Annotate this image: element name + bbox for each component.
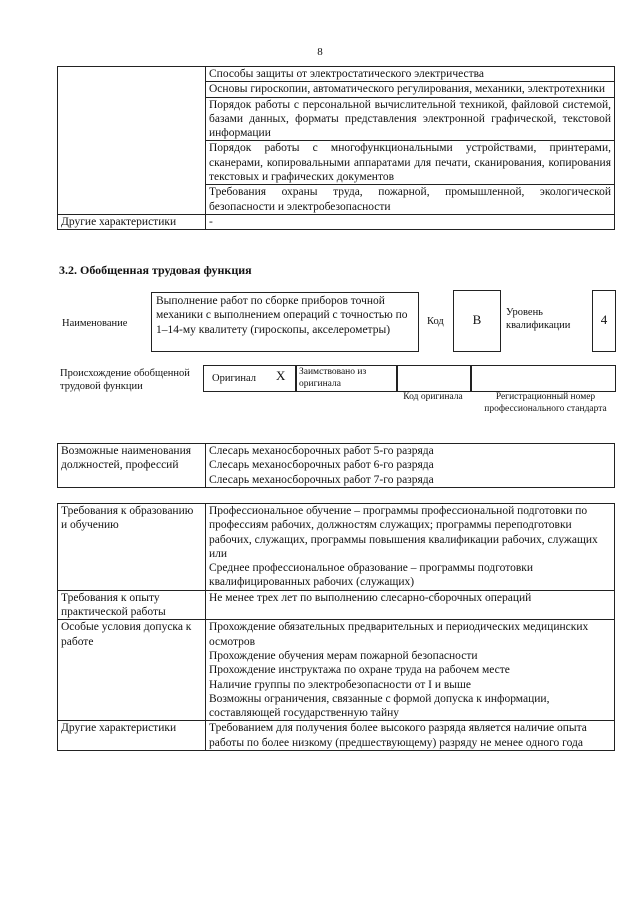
profession-item: Слесарь механосборочных работ 6-го разряда	[209, 459, 434, 472]
knowledge-row: Требования охраны труда, пожарной, промышленной, экологической безопасности и электробезопасности	[206, 185, 615, 215]
origin-label: Происхождение обобщенной трудовой функции	[60, 368, 190, 392]
origin-divider-1	[295, 365, 297, 392]
conditions-label: Особые условия допуска к работе	[58, 620, 206, 721]
profession-item: Слесарь механосборочных работ 5-го разряда	[209, 445, 434, 457]
condition-line: Прохождение обучения мерам пожарной безопасности	[209, 649, 478, 662]
section-title: 3.2. Обобщенная трудовая функция	[59, 263, 252, 277]
education-values	[206, 504, 615, 591]
registration-caption: Регистрационный номер профессионального стандарта	[484, 392, 607, 414]
function-name-box	[151, 292, 419, 352]
conditions-values	[206, 620, 615, 721]
level-box	[592, 290, 616, 352]
education-label: Требования к образованию и обучению	[58, 504, 206, 591]
knowledge-row: Основы гироскопии, автоматического регулирования, механики, электротехники	[206, 82, 615, 97]
origin-row	[203, 365, 616, 392]
professions-label: Возможные наименования должностей, профессий	[58, 444, 206, 488]
knowledge-row: Порядок работы с персональной вычислительной техникой, файловой системой, базами данных, форматы представления электронной графической, текстовой информации	[206, 97, 615, 141]
experience-label: Требования к опыту практической работы	[58, 590, 206, 620]
code-box	[453, 290, 501, 352]
origin-divider-3	[470, 365, 472, 392]
education-line: Профессиональное обучение – программы профессиональной подготовки по профессиям рабочих, должностям служащих; программы переподготовки рабочих, служащих, программы повышения квалификации рабочих, служащих	[209, 505, 598, 546]
page-number: 8	[317, 46, 323, 58]
professions-table	[57, 443, 615, 488]
other-characteristics-value-2: Требованием для получения более высокого разряда является наличие опыта работы по более низкому (предшествующему) разряду не менее одного года	[206, 721, 615, 751]
experience-value: Не менее трех лет по выполнению слесарно-сборочных операций	[206, 590, 615, 620]
knowledge-row: Способы защиты от электростатического электричества	[206, 67, 615, 82]
knowledge-table	[57, 66, 615, 230]
borrowed-label: Заимствовано из оригинала	[299, 367, 367, 389]
original-mark: X	[276, 368, 286, 383]
code-label: Код	[427, 316, 444, 327]
condition-line: Прохождение обязательных предварительных и периодических медицинских осмотров	[209, 621, 589, 648]
education-line: или	[209, 547, 228, 560]
code-value: В	[472, 312, 482, 327]
other-characteristics-label-2: Другие характеристики	[58, 721, 206, 751]
original-label: Оригинал	[212, 373, 256, 384]
origin-divider-2	[396, 365, 398, 392]
knowledge-row: Порядок работы с многофункциональными устройствами, принтерами, сканерами, копировальными аппаратами для печати, сканирования, копирования текстовых и графических документов	[206, 141, 615, 185]
requirements-table	[57, 503, 615, 751]
knowledge-label-cell	[58, 67, 206, 215]
name-label: Наименование	[62, 318, 128, 329]
function-name-text: Выполнение работ по сборке приборов точной механики с выполнением операций с точностью по 1–14-му квалитету (гироскопы, акселерометры)	[156, 295, 408, 336]
profession-item: Слесарь механосборочных работ 7-го разряда	[209, 473, 434, 486]
condition-line: Наличие группы по электробезопасности от I и выше	[209, 678, 471, 691]
level-label: Уровень квалификации	[506, 307, 571, 331]
education-line: Среднее профессиональное образование – программы подготовки квалифицированных рабочих (служащих)	[209, 562, 534, 589]
condition-line: Возможны ограничения, связанные с формой допуска к информации, составляющей государственную тайну	[209, 692, 550, 720]
other-characteristics-label: Другие характеристики	[58, 214, 206, 229]
code-original-caption: Код оригинала	[403, 392, 463, 402]
level-value: 4	[600, 312, 608, 327]
professions-values	[206, 444, 615, 488]
other-characteristics-value: -	[206, 214, 615, 229]
condition-line: Прохождение инструктажа по охране труда на рабочем месте	[209, 664, 510, 677]
